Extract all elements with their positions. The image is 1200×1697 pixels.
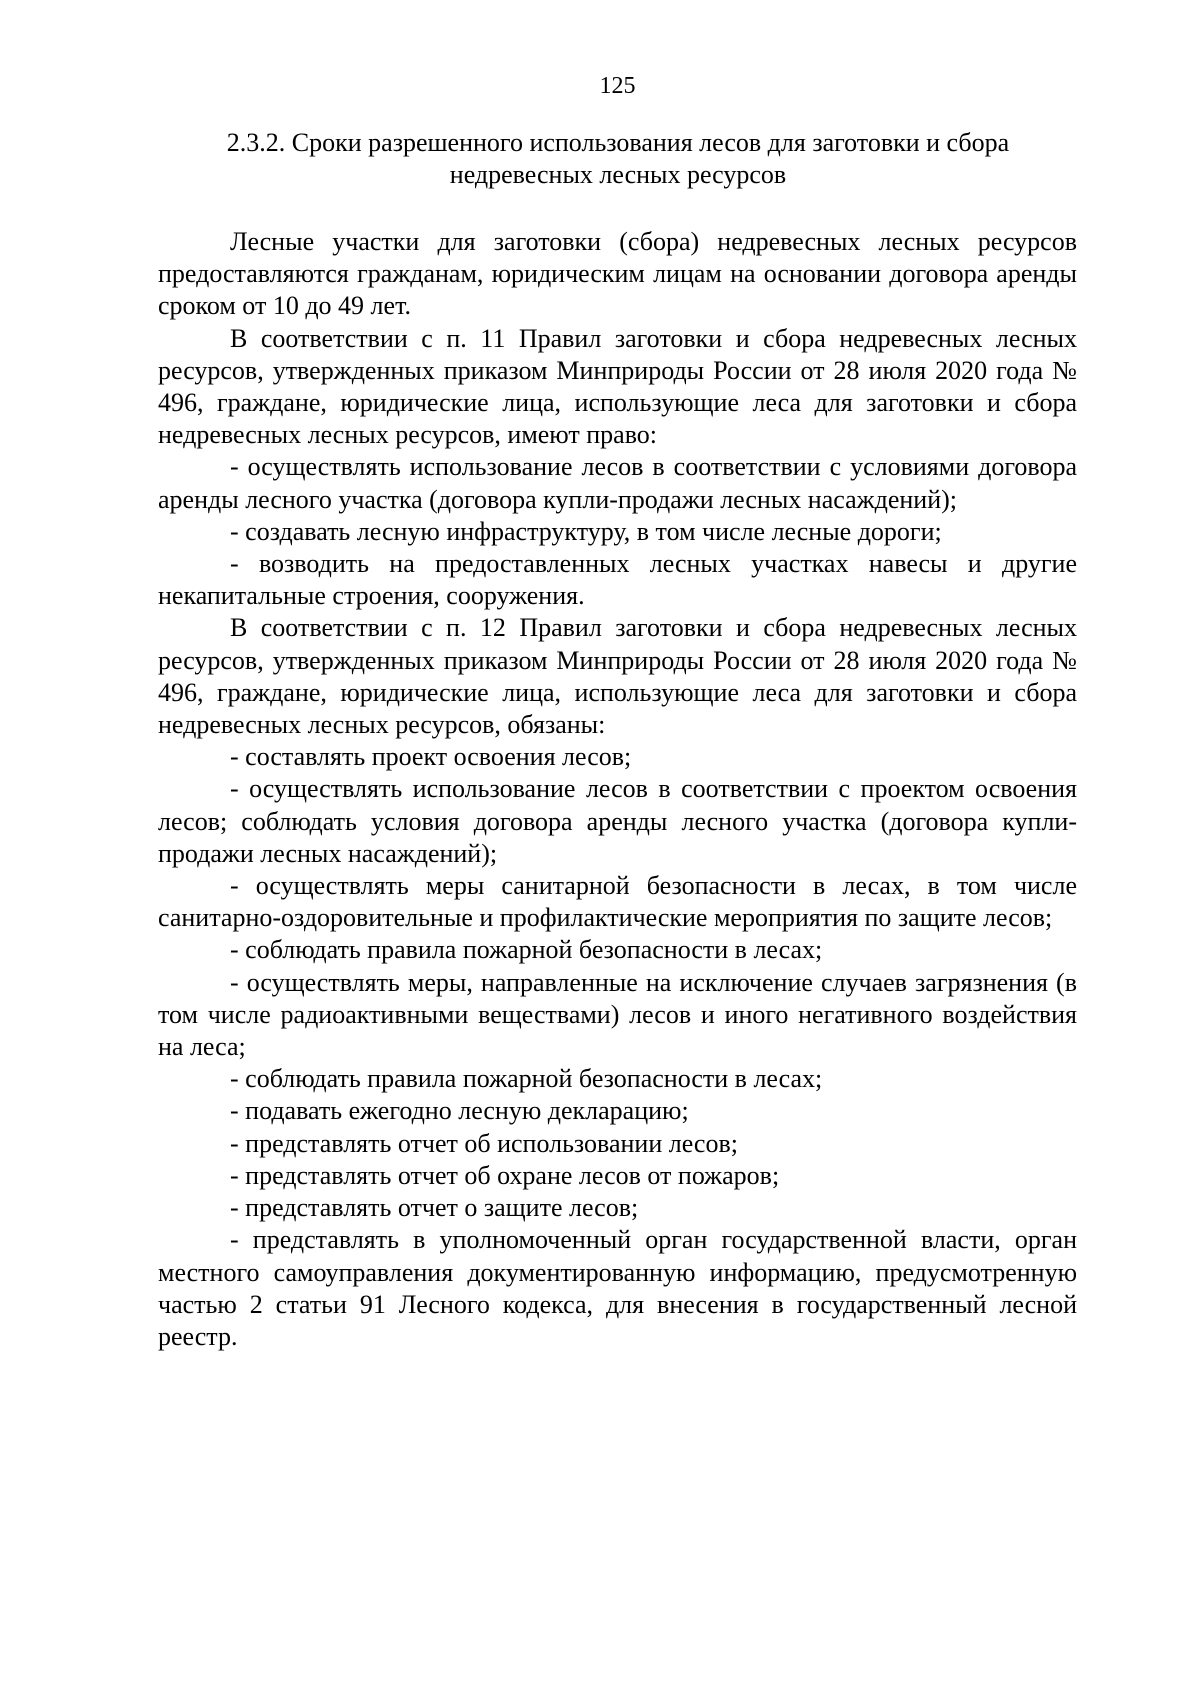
list-item: - осуществлять использование лесов в соответствии с проектом освоения лесов; соблюдать условия договора аренды лесного участка (договора купли-продажи лесных насаждений); (158, 774, 1077, 868)
page-number: 125 (599, 73, 636, 99)
paragraph: В соответствии с п. 11 Правил заготовки и сбора недревесных лесных ресурсов, утвержденных приказом Минприроды России от 28 июля 2020 года № 496, граждане, юридические лица, использующие леса для заготовки и сбора недревесных лесных ресурсов, имеют право: (158, 323, 1077, 450)
list-item: - осуществлять меры санитарной безопасности в лесах, в том числе санитарно-оздоровительные и профилактические мероприятия по защите лесов; (158, 871, 1077, 933)
paragraph: В соответствии с п. 12 Правил заготовки и сбора недревесных лесных ресурсов, утвержденных приказом Минприроды России от 28 июля 2020 года № 496, граждане, юридические лица, использующие леса для заготовки и сбора недревесных лесных ресурсов, обязаны: (158, 613, 1077, 740)
list-item: - составлять проект освоения лесов; (230, 742, 632, 772)
list-item: - подавать ежегодно лесную декларацию; (230, 1096, 689, 1126)
list-item: - соблюдать правила пожарной безопасности в лесах; (230, 935, 823, 965)
list-item: - представлять отчет об охране лесов от пожаров; (230, 1160, 780, 1190)
list-item: - создавать лесную инфраструктуру, в том числе лесные дороги; (230, 516, 942, 546)
list-item: - соблюдать правила пожарной безопасности в лесах; (230, 1064, 823, 1094)
list-item: - представлять отчет об использовании лесов; (230, 1128, 738, 1158)
list-item: - представлять отчет о защите лесов; (230, 1193, 639, 1223)
section-heading-line-1: 2.3.2. Сроки разрешенного использования лесов для заготовки и сбора (226, 128, 1010, 157)
list-item: - осуществлять использование лесов в соответствии с условиями договора аренды лесного участка (договора купли-продажи лесных насаждений); (158, 452, 1077, 514)
section-heading-line-2: недревесных лесных ресурсов (449, 160, 787, 189)
body-text (158, 226, 1077, 1353)
list-item: - представлять в уполномоченный орган государственной власти, орган местного самоуправления документированную информацию, предусмотренную частью 2 статьи 91 Лесного кодекса, для внесения в государственный лесной реестр. (158, 1225, 1077, 1351)
list-item: - возводить на предоставленных лесных участках навесы и другие некапитальные строения, сооружения. (158, 549, 1077, 611)
section-heading (160, 127, 1076, 191)
list-item: - осуществлять меры, направленные на исключение случаев загрязнения (в том числе радиоактивными веществами) лесов и иного негативного воздействия на леса; (158, 967, 1077, 1062)
paragraph: Лесные участки для заготовки (сбора) недревесных лесных ресурсов предоставляются гражданам, юридическим лицам на основании договора аренды сроком от 10 до 49 лет. (158, 227, 1077, 321)
